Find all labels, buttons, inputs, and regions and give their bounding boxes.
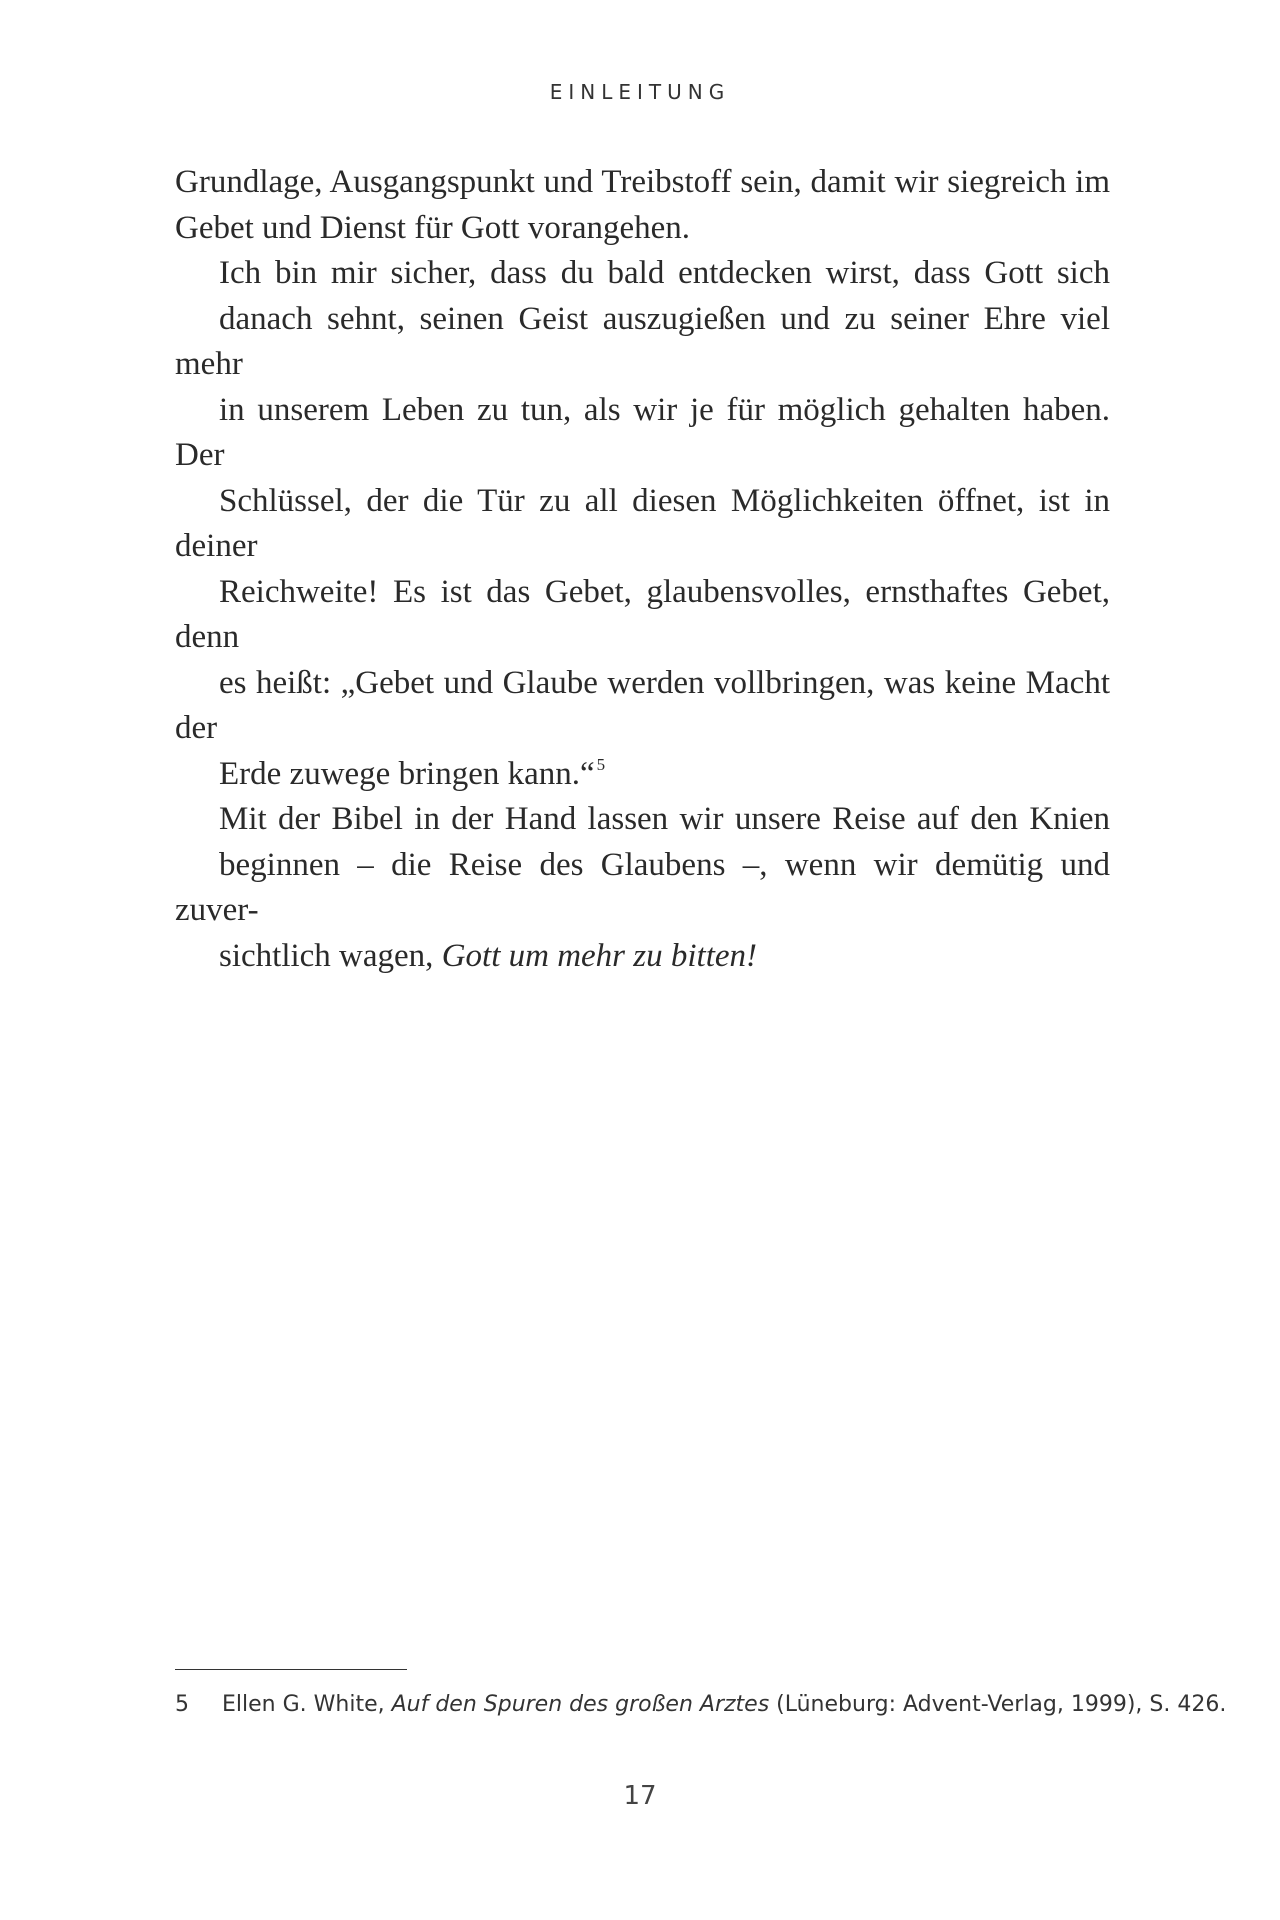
footnote-title: Auf den Spuren des großen Arztes: [391, 1692, 770, 1717]
text-line: [175, 752, 1110, 798]
text-line: Gebet und Dienst für Gott vorangehen.: [175, 209, 691, 246]
text-line: Grundlage, Ausgangspunkt und Treibstoff sein, damit wir siegreich im: [175, 164, 1110, 200]
paragraph: [175, 251, 1110, 797]
footnote: [175, 1690, 1227, 1720]
running-head: EINLEITUNG: [549, 80, 731, 104]
paragraph: [175, 160, 1110, 251]
emphasis-text: Gott um mehr zu bitten!: [441, 937, 757, 974]
footnote-author: Ellen G. White,: [222, 1692, 392, 1717]
text-line: es heißt: „Gebet und Glaube werden vollbringen, was keine Macht der: [175, 664, 1110, 746]
text-line: [175, 934, 1110, 980]
paragraph: [175, 797, 1110, 979]
main-text: [175, 160, 1110, 979]
text-line: Mit der Bibel in der Hand lassen wir unsere Reise auf den Knien: [219, 801, 1110, 837]
footnote-details: (Lüneburg: Advent-Verlag, 1999), S. 426.: [769, 1692, 1227, 1717]
text-line: in unserem Leben zu tun, als wir je für möglich gehalten haben. Der: [175, 391, 1110, 473]
page-number: 17: [623, 1781, 657, 1811]
text-line: Reichweite! Es ist das Gebet, glaubensvolles, ernsthaftes Gebet, denn: [175, 573, 1110, 655]
text-line: Schlüssel, der die Tür zu all diesen Möglichkeiten öffnet, ist in deiner: [175, 482, 1110, 564]
text-segment: Erde zuwege bringen kann.“: [219, 755, 595, 792]
footnote-separator: [175, 1669, 407, 1670]
text-line: beginnen – die Reise des Glaubens –, wenn wir demütig und zuver-: [175, 846, 1110, 928]
text-segment: sichtlich wagen,: [219, 937, 442, 974]
footnote-reference: 5: [596, 754, 606, 774]
text-line: danach sehnt, seinen Geist auszugießen und zu seiner Ehre viel mehr: [175, 300, 1110, 382]
footnote-number: 5: [175, 1692, 189, 1717]
text-line: Ich bin mir sicher, dass du bald entdecken wirst, dass Gott sich: [219, 255, 1110, 291]
